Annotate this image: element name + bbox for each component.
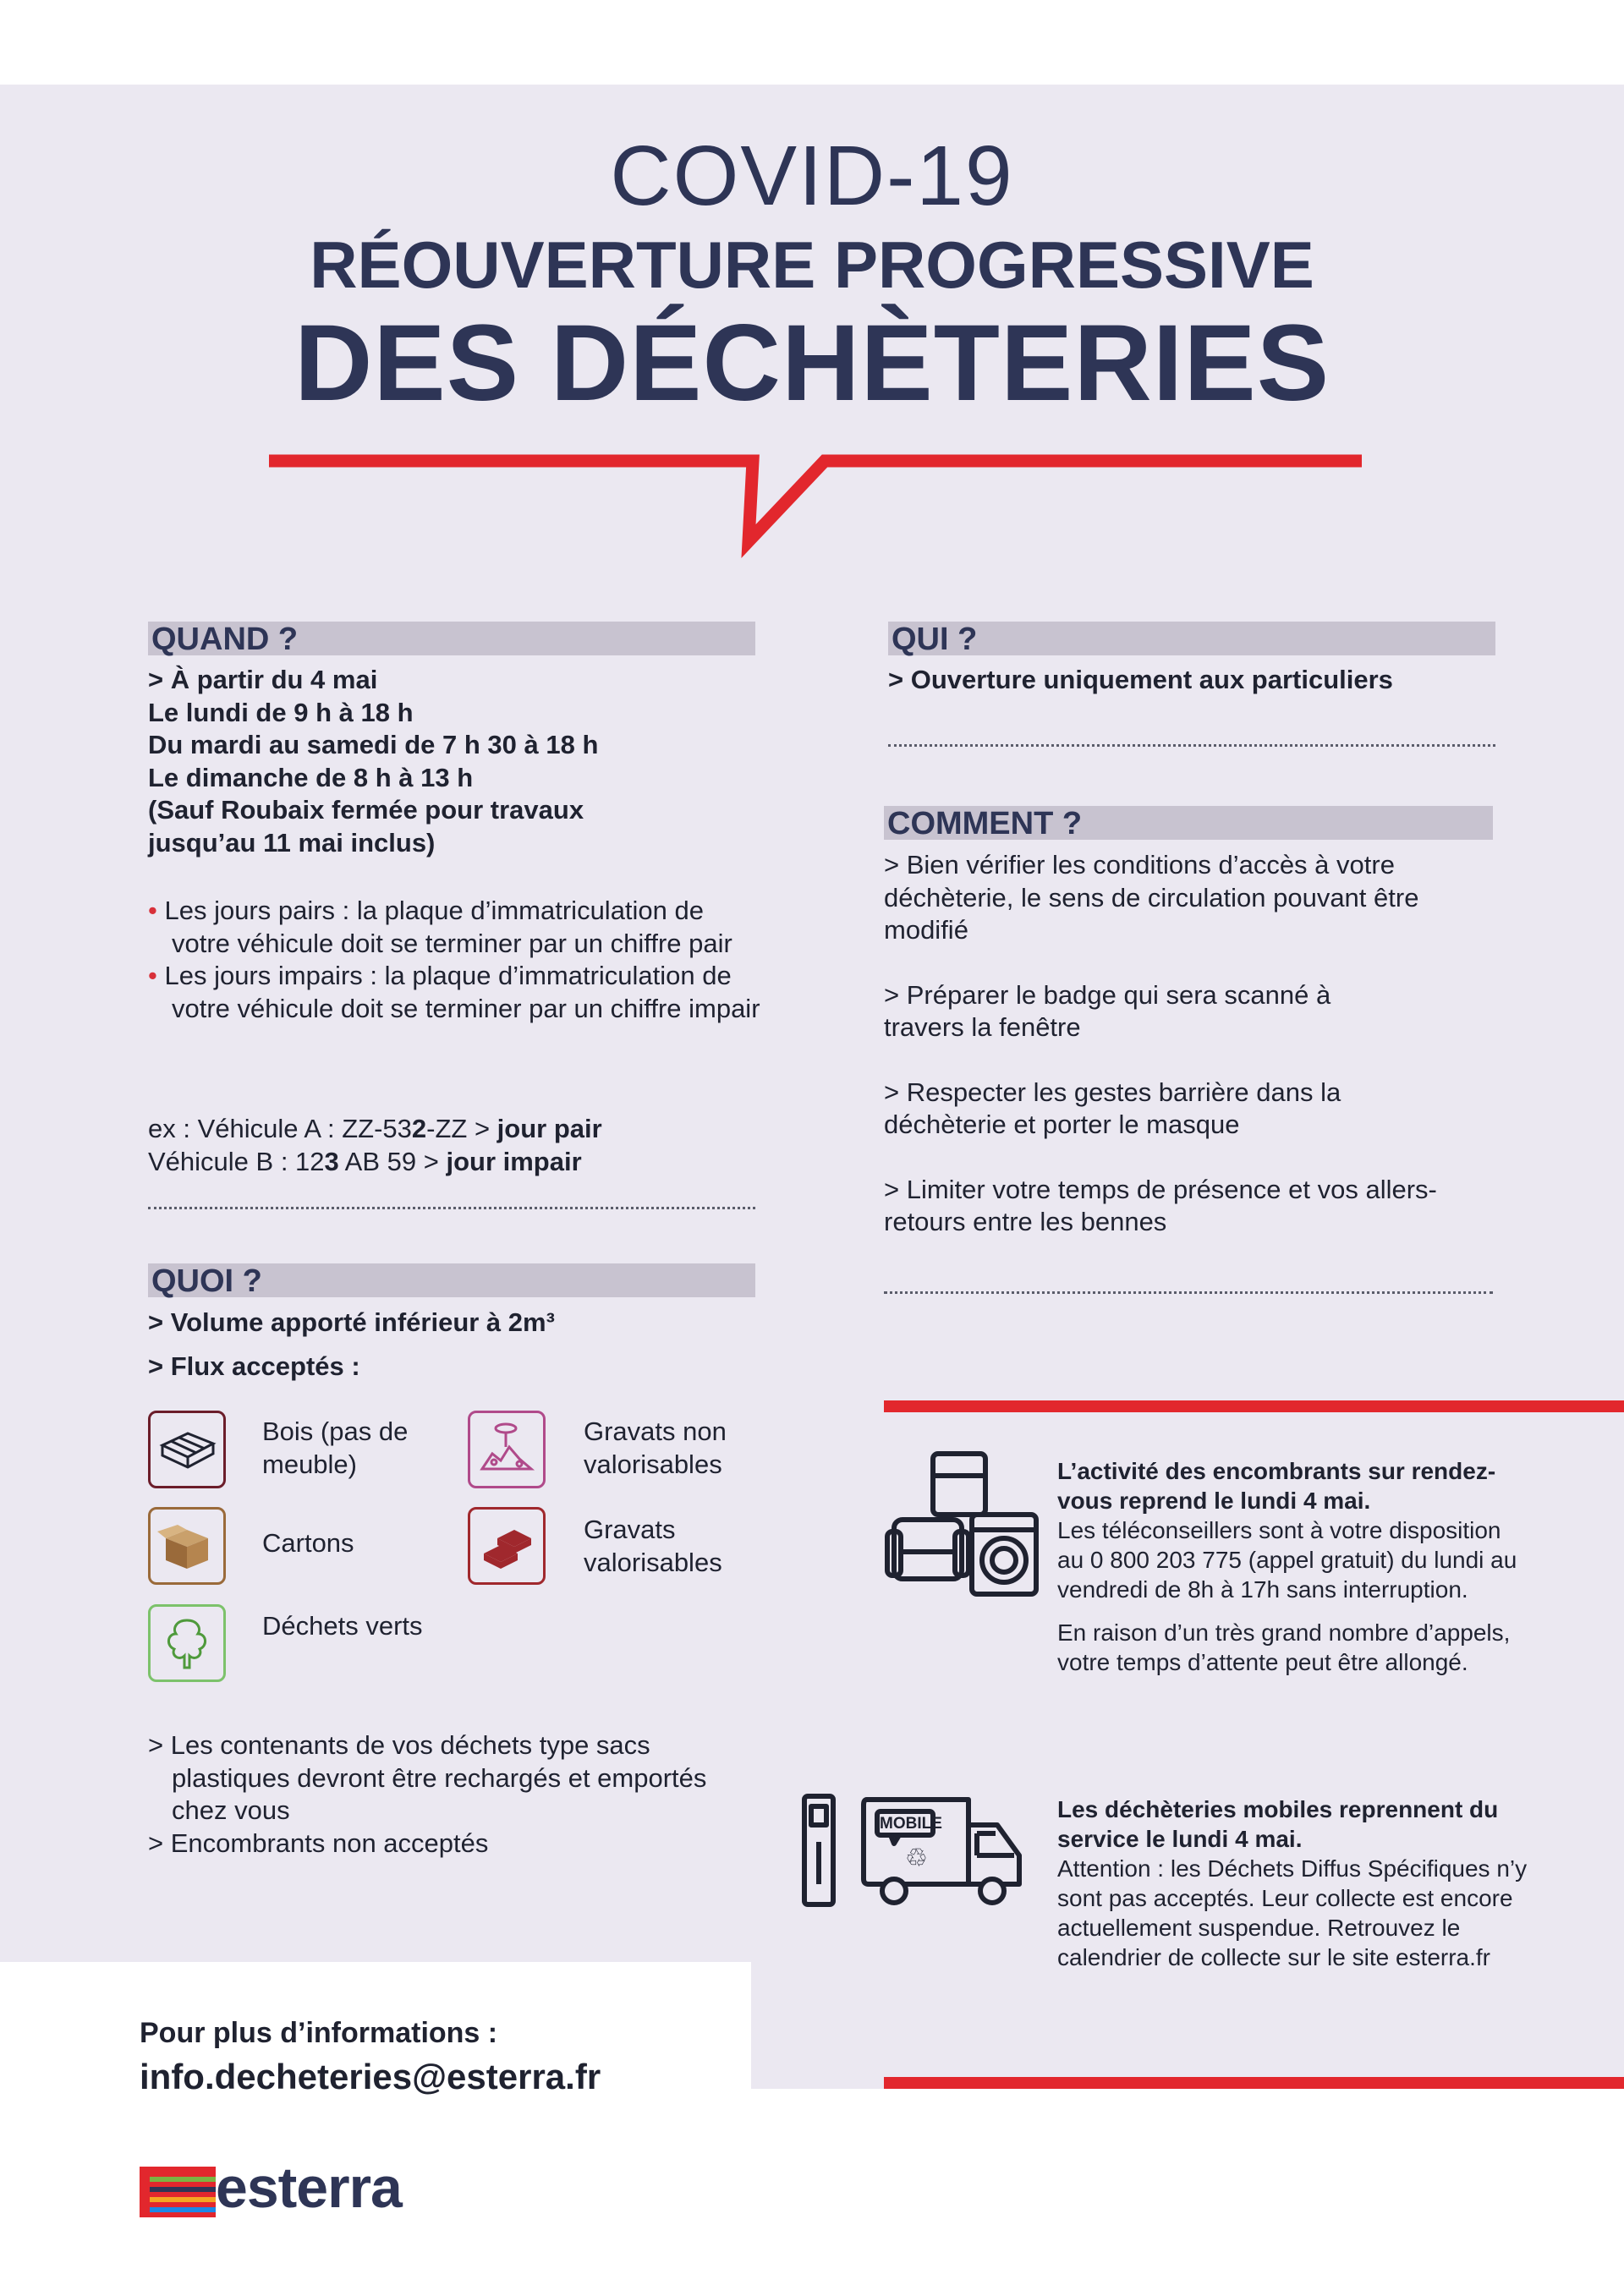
- comment-item: > Préparer le badge qui sera scanné à travers la fenêtre: [884, 979, 1331, 1042]
- flux-cartons-label: Cartons: [262, 1528, 354, 1558]
- esterra-logo-text: esterra: [216, 2156, 402, 2220]
- comment-item: > Respecter les gestes barrière dans la déchèterie et porter le masque: [884, 1077, 1341, 1139]
- quand-line: jusqu’au 11 mai inclus): [148, 827, 436, 858]
- bulky-items-icon: [884, 1450, 1040, 1607]
- quand-rules: [148, 895, 765, 1025]
- title-covid: COVID-19: [610, 129, 1014, 223]
- flux-dechets-verts-label: Déchets verts: [262, 1611, 423, 1641]
- quand-line: > À partir du 4 mai: [148, 665, 378, 694]
- bricks-icon: [468, 1507, 546, 1585]
- dotted-divider: [888, 744, 1495, 747]
- section-quoi-header: QUOI ?: [148, 1263, 755, 1297]
- section-qui-header: QUI ?: [888, 622, 1495, 655]
- info-panel-background: [751, 1962, 1624, 2089]
- cardboard-box-icon: [148, 1507, 226, 1585]
- comment-list: [884, 849, 1493, 1239]
- title-decheteries: DES DÉCHÈTERIES: [294, 303, 1330, 424]
- tree-icon: [148, 1604, 226, 1682]
- quand-line: Du mardi au samedi de 7 h 30 à 18 h: [148, 730, 599, 759]
- title-reouverture: RÉOUVERTURE PROGRESSIVE: [310, 227, 1314, 302]
- qui-text: > Ouverture uniquement aux particuliers: [888, 665, 1393, 694]
- rubble-icon: [468, 1411, 546, 1488]
- footer-email-link[interactable]: info.decheteries@esterra.fr: [140, 2057, 601, 2096]
- note-contenants: > Les contenants de vos déchets type sacs plastiques devront être rechargés et emportés chez vous: [148, 1730, 707, 1825]
- rule-odd-days: • Les jours impairs : la plaque d’immatriculation de votre véhicule doit se terminer par un chiffre impair: [148, 961, 760, 1023]
- flux-gravats-val-label: Gravats valorisables: [584, 1515, 722, 1577]
- recycle-icon: ♲: [905, 1844, 928, 1872]
- rule-even-text: Les jours pairs : la plaque d’immatriculation de votre véhicule doit se terminer par un chiffre pair: [164, 896, 732, 958]
- encombrants-title: L’activité des encombrants sur rendez-vous reprend le lundi 4 mai.: [1057, 1458, 1496, 1514]
- dotted-divider: [148, 1207, 755, 1209]
- quand-examples: [148, 1113, 765, 1178]
- encombrants-info: [1057, 1456, 1531, 1677]
- esterra-logo-mark: [140, 2167, 216, 2217]
- quand-line: (Sauf Roubaix fermée pour travaux: [148, 795, 584, 825]
- section-quand-header: QUAND ?: [148, 622, 755, 655]
- example-vehicle-b: Véhicule B : 123 AB 59 > jour impair: [148, 1146, 582, 1176]
- comment-item: > Bien vérifier les conditions d’accès à votre déchèterie, le sens de circulation pouvant être modifié: [884, 850, 1419, 945]
- mobiles-info: [1057, 1795, 1539, 1972]
- mobiles-text: Attention : les Déchets Diffus Spécifiques n’y sont pas acceptés. Leur collecte est encore actuellement suspendue. Retrouvez le calendrier de collecte sur le site esterra.fr: [1057, 1855, 1528, 1970]
- rule-odd-text: Les jours impairs : la plaque d’immatriculation de votre véhicule doit se terminer par un chiffre impair: [164, 961, 760, 1023]
- red-bar-top: [884, 1400, 1624, 1412]
- quand-line: Le dimanche de 8 h à 13 h: [148, 762, 474, 792]
- section-comment-header: COMMENT ?: [884, 806, 1493, 840]
- footer-background: [0, 1962, 751, 2296]
- quand-line: Le lundi de 9 h à 18 h: [148, 697, 414, 727]
- encombrants-wait: En raison d’un très grand nombre d’appels, votre temps d’attente peut être allongé.: [1057, 1619, 1511, 1675]
- red-bar-bottom: [884, 2077, 1624, 2089]
- rule-even-days: • Les jours pairs : la plaque d’immatriculation de votre véhicule doit se terminer par un chiffre pair: [148, 896, 732, 958]
- footer-question: Pour plus d’informations :: [140, 2017, 498, 2049]
- speech-bubble-underline: [0, 0, 1624, 592]
- quoi-volume: > Volume apporté inférieur à 2m³: [148, 1307, 555, 1337]
- flux-bois-label: Bois (pas de meuble): [262, 1417, 409, 1479]
- example-vehicle-a: ex : Véhicule A : ZZ-532-ZZ > jour pair: [148, 1114, 602, 1143]
- dotted-divider: [884, 1291, 1493, 1294]
- quoi-flux: > Flux acceptés :: [148, 1351, 360, 1381]
- quand-hours: [148, 664, 757, 859]
- mobiles-title: Les déchèteries mobiles reprennent du service le lundi 4 mai.: [1057, 1796, 1499, 1852]
- mobile-badge: MOBILE: [880, 1815, 942, 1833]
- quoi-notes: [148, 1729, 757, 1860]
- note-encombrants: > Encombrants non acceptés: [148, 1827, 489, 1858]
- pallet-icon: [148, 1411, 226, 1488]
- comment-item: > Limiter votre temps de présence et vos allers-retours entre les bennes: [884, 1174, 1437, 1236]
- encombrants-text: Les téléconseillers sont à votre disposition au 0 800 203 775 (appel gratuit) du lundi au vendredi de 8h à 17h sans interruption.: [1057, 1517, 1517, 1603]
- flux-gravats-non-label: Gravats non valorisables: [584, 1417, 727, 1479]
